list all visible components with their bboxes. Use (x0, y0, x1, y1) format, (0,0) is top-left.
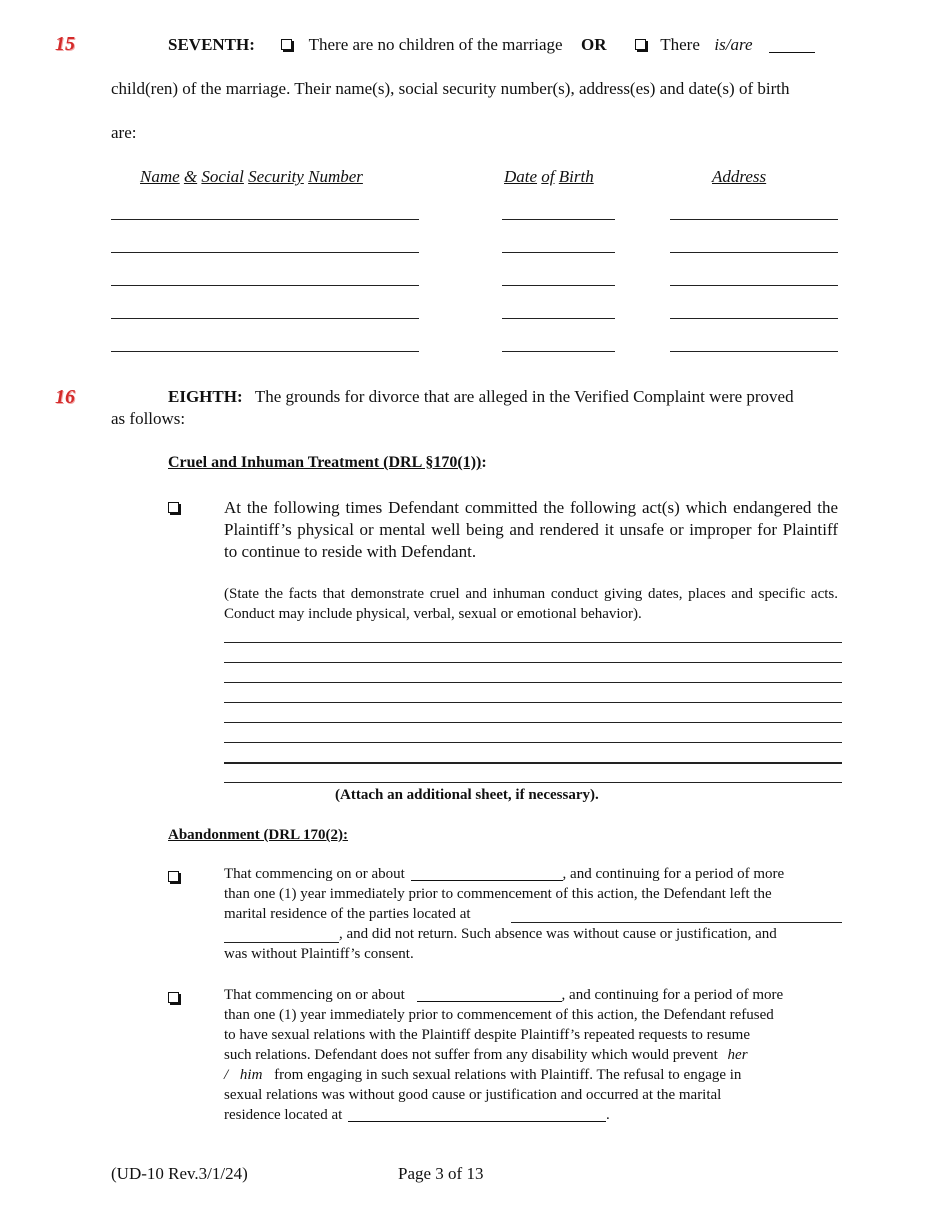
cruel-facts-line[interactable] (224, 722, 842, 723)
attach-note (335, 787, 599, 804)
col-header-name-ssn (140, 167, 363, 187)
page-number: Page 3 of 13 (398, 1164, 484, 1183)
abandon1-line3 (224, 906, 471, 923)
abandon2-g: sexual relations was without good cause or justification and occurred at the marital (224, 1087, 722, 1103)
cruel-instructions: (State the facts that demonstrate cruel and inhuman conduct giving dates, places and specific acts. Conduct may include physical, verbal, sexual or emotional behavior). (224, 586, 838, 622)
paragraph-number-16: 16 (55, 386, 75, 408)
child-name-field[interactable] (111, 252, 419, 253)
child-name-field[interactable] (111, 318, 419, 319)
abandon1-date-field[interactable] (411, 880, 563, 881)
cruel-facts-line[interactable] (224, 702, 842, 703)
col-header-word: Number (308, 167, 363, 186)
abandon2-a: That commencing on or about (224, 987, 405, 1003)
abandon2-checkbox-wrap (168, 990, 181, 1008)
col-header-word: Security (248, 167, 304, 186)
children-count-field[interactable] (769, 52, 815, 53)
child-dob-field[interactable] (502, 351, 615, 352)
child-dob-field[interactable] (502, 318, 615, 319)
child-name-field[interactable] (111, 219, 419, 220)
child-name-field[interactable] (111, 285, 419, 286)
child-address-field[interactable] (670, 318, 838, 319)
abandon2-her: her (727, 1047, 748, 1063)
cruel-facts-line[interactable] (224, 782, 842, 783)
cruel-checkbox-wrap (168, 500, 181, 518)
cruel-checkbox[interactable] (168, 502, 179, 513)
abandon1-e: , and did not return. Such absence was without cause or justification, and (339, 926, 777, 942)
child-address-field[interactable] (670, 285, 838, 286)
cruel-heading-colon: : (481, 454, 487, 471)
abandon2-line4 (224, 1047, 748, 1064)
abandon2-slash: / (224, 1067, 229, 1083)
no-children-checkbox[interactable] (281, 39, 292, 50)
abandon2-e: such relations. Defendant does not suffer from any disability which would prevent (224, 1047, 718, 1063)
cruel-text: At the following times Defendant committed the following act(s) which endangered the Plaintiff’s physical or mental well being and rendered it unsafe or improper for Plaintiff to continue to reside with Defendant. (224, 498, 838, 561)
abandon1-a: That commencing on or about (224, 866, 405, 882)
abandon2-b: , and continuing for a period of more (561, 987, 784, 1003)
abandon1-c: than one (1) year immediately prior to commencement of this action, the Defendant left the (224, 886, 772, 902)
no-children-text: There are no children of the marriage (308, 35, 563, 54)
eighth-line (168, 387, 794, 407)
abandon2-c: than one (1) year immediately prior to commencement of this action, the Defendant refused (224, 1007, 774, 1023)
abandon2-line5 (224, 1067, 741, 1084)
abandon1-f: was without Plaintiff’s consent. (224, 946, 414, 962)
col-header-word: Social (201, 167, 244, 186)
seventh-line-2: child(ren) of the marriage. Their name(s), social security number(s), address(es) and date(s) of birth (111, 79, 790, 98)
cruel-facts-line[interactable] (224, 642, 842, 643)
seventh-line (168, 35, 815, 55)
col-header-word: of (541, 167, 555, 186)
abandon1-residence-field-2[interactable] (224, 942, 339, 943)
abandon2-period: . (606, 1107, 610, 1123)
col-header-word: & (183, 167, 198, 186)
eighth-label: EIGHTH: (168, 387, 243, 406)
abandon1-checkbox[interactable] (168, 871, 179, 882)
child-dob-field[interactable] (502, 252, 615, 253)
cruel-heading-text: Cruel and Inhuman Treatment (DRL §170(1)) (168, 454, 482, 471)
child-dob-field[interactable] (502, 219, 615, 220)
has-children-checkbox[interactable] (635, 39, 646, 50)
abandon2-residence-field[interactable] (348, 1121, 606, 1122)
col-header-word: Address (712, 167, 767, 186)
form-id: (UD-10 Rev.3/1/24) (111, 1164, 248, 1183)
cruel-heading (168, 454, 487, 472)
col-header-address (712, 167, 766, 187)
col-header-word: Name (140, 167, 180, 186)
abandon2-line1 (224, 987, 783, 1004)
abandon2-date-field[interactable] (417, 1001, 562, 1002)
abandon1-checkbox-wrap (168, 869, 181, 887)
abandon2-f: from engaging in such sexual relations with Plaintiff. The refusal to engage in (274, 1067, 742, 1083)
abandon1-line1 (224, 866, 784, 883)
eighth-intro: The grounds for divorce that are alleged in the Verified Complaint were proved (254, 387, 794, 406)
there-text: There (660, 35, 700, 54)
seventh-label: SEVENTH: (168, 35, 255, 54)
abandon2-him: him (239, 1067, 263, 1083)
child-address-field[interactable] (670, 351, 838, 352)
abandon2-line7 (224, 1107, 610, 1124)
abandon1-b: , and continuing for a period of more (562, 866, 785, 882)
child-name-field[interactable] (111, 351, 419, 352)
seventh-line-3: are: (111, 123, 137, 142)
abandonment-heading (168, 827, 348, 844)
eighth-intro-2: as follows: (111, 409, 186, 428)
cruel-facts-line[interactable] (224, 662, 842, 663)
cruel-facts-line[interactable] (224, 742, 842, 743)
child-dob-field[interactable] (502, 285, 615, 286)
abandonment-heading-text: Abandonment (DRL 170(2): (168, 827, 349, 843)
col-header-dob (504, 167, 594, 187)
child-address-field[interactable] (670, 219, 838, 220)
abandon1-d: marital residence of the parties located at (224, 906, 471, 922)
child-address-field[interactable] (670, 252, 838, 253)
paragraph-number-15: 15 (55, 33, 75, 55)
is-are-text: is/are (714, 35, 753, 54)
attach-note-text: (Attach an additional sheet, if necessary). (335, 787, 599, 803)
abandon2-checkbox[interactable] (168, 992, 179, 1003)
cruel-facts-line[interactable] (224, 762, 842, 764)
abandon2-h: residence located at (224, 1107, 343, 1123)
abandon2-d: to have sexual relations with the Plaintiff despite Plaintiff’s repeated requests to resume (224, 1027, 750, 1043)
or-label: OR (581, 35, 607, 54)
col-header-word: Birth (558, 167, 594, 186)
col-header-word: Date (504, 167, 538, 186)
cruel-facts-line[interactable] (224, 682, 842, 683)
abandon1-residence-field[interactable] (511, 922, 842, 923)
